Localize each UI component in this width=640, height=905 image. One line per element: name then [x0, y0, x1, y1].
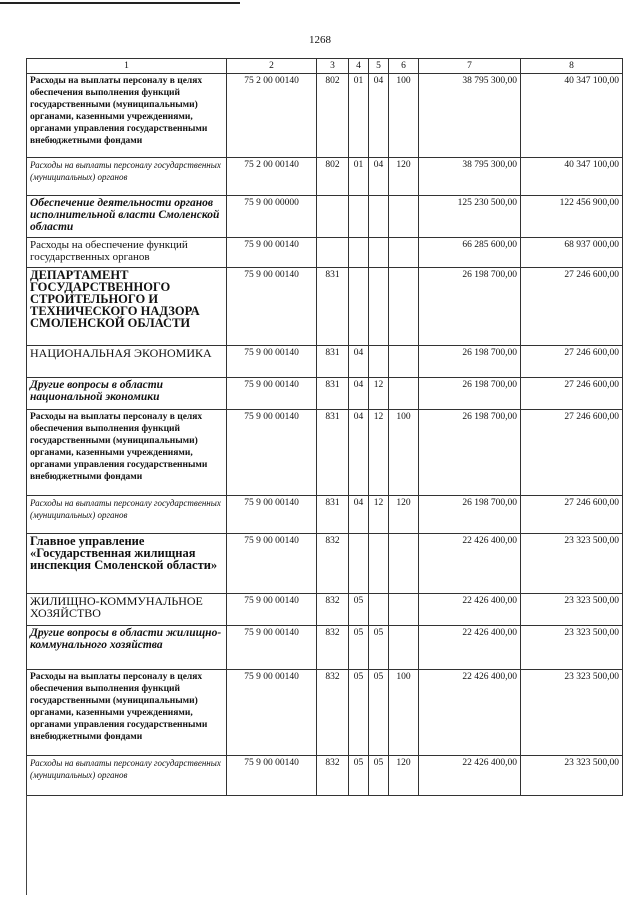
code-cell: 75 9 00 00140: [227, 410, 317, 496]
gr-cell: [317, 238, 349, 268]
name-cell: Другие вопросы в области национальной экономики: [27, 378, 227, 410]
sum-2023-cell: 66 285 600,00: [419, 238, 521, 268]
vr-cell: 120: [389, 756, 419, 796]
vr-cell: 100: [389, 74, 419, 158]
code-cell: 75 9 00 00140: [227, 238, 317, 268]
sum-2024-cell: 27 246 600,00: [521, 378, 623, 410]
gr-cell: 832: [317, 670, 349, 756]
pr-cell: [369, 534, 389, 594]
sum-2023-cell: 38 795 300,00: [419, 74, 521, 158]
code-cell: 75 9 00 00140: [227, 670, 317, 756]
code-cell: 75 9 00 00000: [227, 196, 317, 238]
sum-2024-cell: 23 323 500,00: [521, 670, 623, 756]
table-row: [27, 594, 623, 626]
pr-cell: 05: [369, 626, 389, 670]
rz-cell: 01: [349, 158, 369, 196]
page-number: 1268: [309, 34, 331, 46]
budget-table: [26, 58, 623, 796]
code-cell: 75 9 00 00140: [227, 756, 317, 796]
gr-cell: 832: [317, 594, 349, 626]
gr-cell: 831: [317, 378, 349, 410]
table-row: [27, 196, 623, 238]
sum-2024-cell: 40 347 100,00: [521, 158, 623, 196]
margin-rule: [26, 795, 27, 895]
code-cell: 75 9 00 00140: [227, 534, 317, 594]
table-row: [27, 534, 623, 594]
vr-cell: [389, 238, 419, 268]
pr-cell: [369, 268, 389, 346]
rz-cell: 05: [349, 594, 369, 626]
code-cell: 75 9 00 00140: [227, 346, 317, 378]
rz-cell: 01: [349, 74, 369, 158]
code-cell: 75 9 00 00140: [227, 626, 317, 670]
gr-cell: [317, 196, 349, 238]
pr-cell: 05: [369, 670, 389, 756]
header-cell: 4: [349, 59, 369, 74]
header-cell: 1: [27, 59, 227, 74]
name-cell: Обеспечение деятельности органов исполнительной власти Смоленской области: [27, 196, 227, 238]
rz-cell: 05: [349, 670, 369, 756]
vr-cell: [389, 626, 419, 670]
table-row: [27, 74, 623, 158]
gr-cell: 832: [317, 756, 349, 796]
gr-cell: 802: [317, 74, 349, 158]
header-cell: 6: [389, 59, 419, 74]
pr-cell: 04: [369, 74, 389, 158]
vr-cell: 120: [389, 496, 419, 534]
name-cell: Главное управление «Государственная жилищная инспекция Смоленской области»: [27, 534, 227, 594]
table-row: [27, 670, 623, 756]
header-cell: 2: [227, 59, 317, 74]
sum-2023-cell: 22 426 400,00: [419, 670, 521, 756]
vr-cell: [389, 378, 419, 410]
sum-2023-cell: 22 426 400,00: [419, 594, 521, 626]
sum-2023-cell: 38 795 300,00: [419, 158, 521, 196]
sum-2024-cell: 27 246 600,00: [521, 268, 623, 346]
name-cell: Другие вопросы в области жилищно-коммунального хозяйства: [27, 626, 227, 670]
gr-cell: 802: [317, 158, 349, 196]
gr-cell: 831: [317, 410, 349, 496]
sum-2024-cell: 27 246 600,00: [521, 496, 623, 534]
top-rule: [0, 2, 240, 4]
name-cell: Расходы на выплаты персоналу государственных (муниципальных) органов: [27, 756, 227, 796]
table-row: [27, 238, 623, 268]
header-cell: 3: [317, 59, 349, 74]
pr-cell: [369, 346, 389, 378]
rz-cell: [349, 196, 369, 238]
table-row: [27, 626, 623, 670]
gr-cell: 832: [317, 626, 349, 670]
sum-2023-cell: 26 198 700,00: [419, 346, 521, 378]
name-cell: ДЕПАРТАМЕНТ ГОСУДАРСТВЕННОГО СТРОИТЕЛЬНОГО И ТЕХНИЧЕСКОГО НАДЗОРА СМОЛЕНСКОЙ ОБЛАСТИ: [27, 268, 227, 346]
sum-2024-cell: 27 246 600,00: [521, 410, 623, 496]
rz-cell: 05: [349, 756, 369, 796]
rz-cell: 04: [349, 378, 369, 410]
pr-cell: [369, 196, 389, 238]
name-cell: ЖИЛИЩНО-КОММУНАЛЬНОЕ ХОЗЯЙСТВО: [27, 594, 227, 626]
vr-cell: 100: [389, 670, 419, 756]
vr-cell: 120: [389, 158, 419, 196]
name-cell: Расходы на выплаты персоналу государственных (муниципальных) органов: [27, 158, 227, 196]
rz-cell: 04: [349, 346, 369, 378]
sum-2023-cell: 26 198 700,00: [419, 378, 521, 410]
name-cell: НАЦИОНАЛЬНАЯ ЭКОНОМИКА: [27, 346, 227, 378]
name-cell: Расходы на выплаты персоналу государственных (муниципальных) органов: [27, 496, 227, 534]
sum-2023-cell: 125 230 500,00: [419, 196, 521, 238]
table-row: [27, 346, 623, 378]
vr-cell: [389, 196, 419, 238]
sum-2024-cell: 27 246 600,00: [521, 346, 623, 378]
gr-cell: 832: [317, 534, 349, 594]
sum-2024-cell: 23 323 500,00: [521, 594, 623, 626]
vr-cell: [389, 534, 419, 594]
rz-cell: [349, 238, 369, 268]
code-cell: 75 9 00 00140: [227, 268, 317, 346]
sum-2024-cell: 23 323 500,00: [521, 534, 623, 594]
pr-cell: 04: [369, 158, 389, 196]
rz-cell: 05: [349, 626, 369, 670]
name-cell: Расходы на выплаты персоналу в целях обеспечения выполнения функций государственными (муниципальными) органами, казенными учреждениями, органами управления государственными внебюджетными фондами: [27, 670, 227, 756]
code-cell: 75 9 00 00140: [227, 594, 317, 626]
sum-2024-cell: 23 323 500,00: [521, 626, 623, 670]
vr-cell: [389, 268, 419, 346]
table-row: [27, 158, 623, 196]
gr-cell: 831: [317, 346, 349, 378]
table-row: [27, 268, 623, 346]
pr-cell: 12: [369, 496, 389, 534]
vr-cell: [389, 346, 419, 378]
pr-cell: 12: [369, 378, 389, 410]
rz-cell: 04: [349, 410, 369, 496]
table-row: [27, 410, 623, 496]
name-cell: Расходы на выплаты персоналу в целях обеспечения выполнения функций государственными (муниципальными) органами, казенными учреждениями, органами управления государственными внебюджетными фондами: [27, 410, 227, 496]
vr-cell: 100: [389, 410, 419, 496]
header-cell: 7: [419, 59, 521, 74]
header-cell: 5: [369, 59, 389, 74]
table-header-row: [27, 59, 623, 74]
sum-2023-cell: 26 198 700,00: [419, 496, 521, 534]
sum-2023-cell: 26 198 700,00: [419, 268, 521, 346]
code-cell: 75 9 00 00140: [227, 496, 317, 534]
table-row: [27, 378, 623, 410]
table-row: [27, 756, 623, 796]
rz-cell: 04: [349, 496, 369, 534]
sum-2024-cell: 68 937 000,00: [521, 238, 623, 268]
pr-cell: [369, 238, 389, 268]
name-cell: Расходы на обеспечение функций государственных органов: [27, 238, 227, 268]
sum-2023-cell: 26 198 700,00: [419, 410, 521, 496]
table-row: [27, 496, 623, 534]
header-cell: 8: [521, 59, 623, 74]
rz-cell: [349, 268, 369, 346]
pr-cell: [369, 594, 389, 626]
gr-cell: 831: [317, 496, 349, 534]
code-cell: 75 2 00 00140: [227, 158, 317, 196]
vr-cell: [389, 594, 419, 626]
rz-cell: [349, 534, 369, 594]
code-cell: 75 9 00 00140: [227, 378, 317, 410]
name-cell: Расходы на выплаты персоналу в целях обеспечения выполнения функций государственными (муниципальными) органами, казенными учреждениями, органами управления государственными внебюджетными фондами: [27, 74, 227, 158]
code-cell: 75 2 00 00140: [227, 74, 317, 158]
sum-2023-cell: 22 426 400,00: [419, 626, 521, 670]
gr-cell: 831: [317, 268, 349, 346]
sum-2023-cell: 22 426 400,00: [419, 534, 521, 594]
pr-cell: 05: [369, 756, 389, 796]
sum-2024-cell: 122 456 900,00: [521, 196, 623, 238]
pr-cell: 12: [369, 410, 389, 496]
sum-2023-cell: 22 426 400,00: [419, 756, 521, 796]
sum-2024-cell: 40 347 100,00: [521, 74, 623, 158]
sum-2024-cell: 23 323 500,00: [521, 756, 623, 796]
